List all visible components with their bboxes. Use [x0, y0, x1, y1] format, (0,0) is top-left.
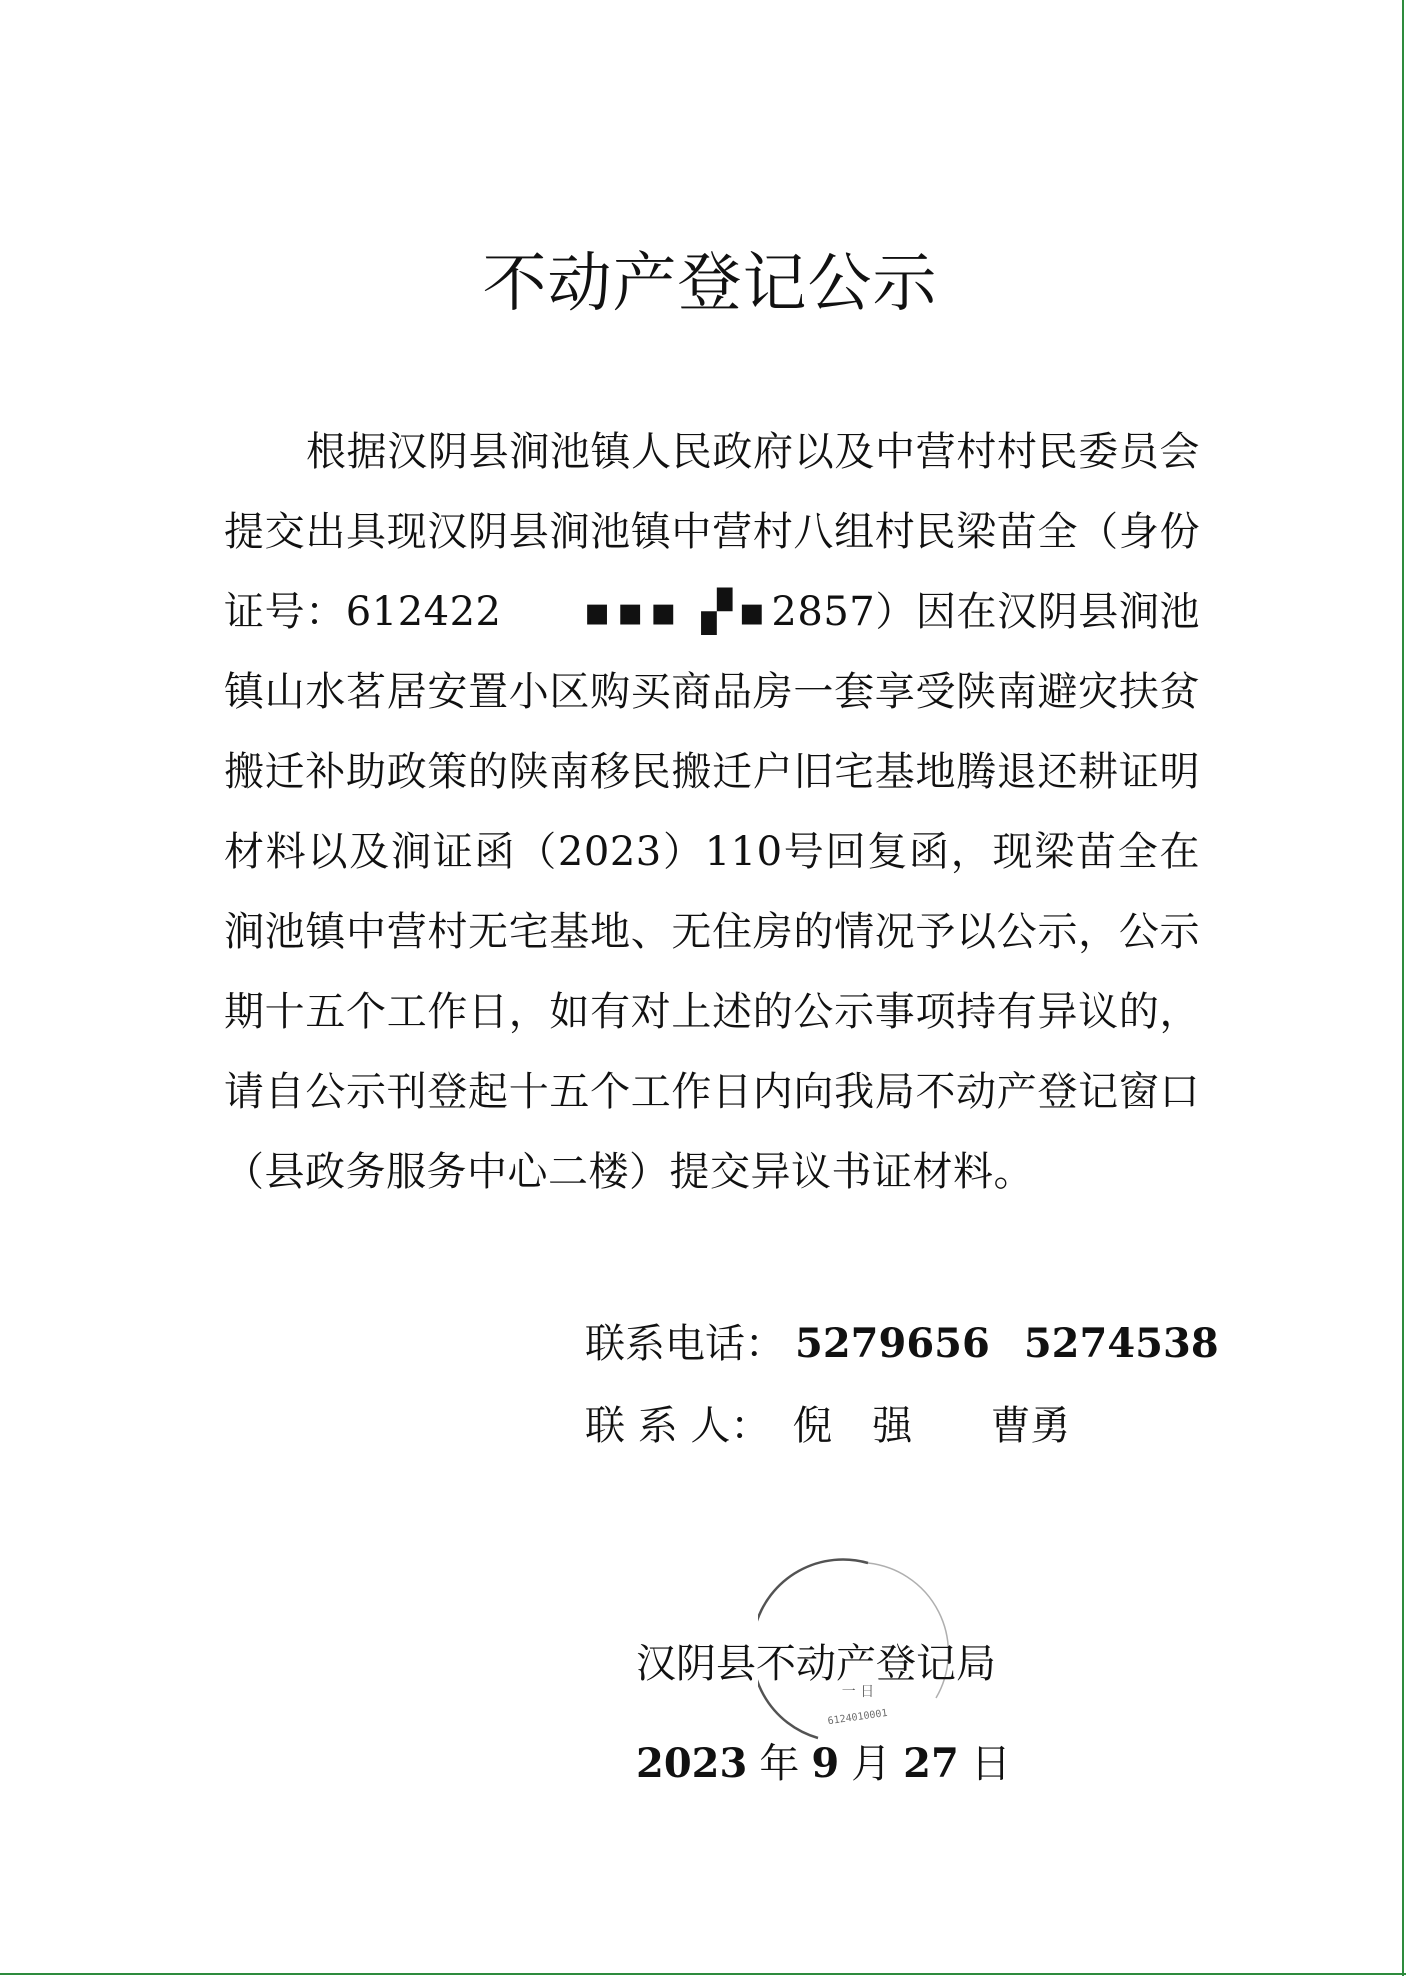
person-row	[585, 1394, 1219, 1476]
phone-row	[585, 1312, 1219, 1394]
contact-block	[585, 1312, 1219, 1476]
date-day: 27	[903, 1740, 959, 1787]
issue-date	[636, 1732, 1023, 1789]
notice-body	[224, 412, 1200, 1212]
date-year: 2023	[636, 1740, 748, 1787]
phone-label: 联系电话：	[585, 1321, 785, 1367]
document-title: 不动产登记公示	[482, 247, 938, 321]
issuer-block	[636, 1632, 1023, 1789]
seal-center-text: 一 日	[841, 1684, 875, 1700]
date-day-unit: 日	[970, 1741, 1011, 1787]
phone-number-2: 5274538	[1023, 1320, 1219, 1367]
seal-code-text: 6124010001	[827, 1707, 889, 1728]
date-month-unit: 月	[851, 1741, 892, 1787]
contact-person-2: 曹勇	[990, 1403, 1071, 1449]
notice-body-part-1: 根据汉阴县涧池镇人民政府以及中营村村民委员会提交出具现汉阴县涧池镇中营村八组村民梁苗全（身份证号：612422	[224, 429, 1200, 635]
page-edge-bottom	[0, 1973, 1406, 1975]
masked-id-digits: ▪▪▪ ▞▪	[583, 589, 772, 635]
date-month: 9	[811, 1740, 840, 1787]
phone-number-1: 5279656	[795, 1320, 990, 1367]
contact-person-1: 倪 强	[792, 1403, 913, 1449]
issuer-name: 汉阴县不动产登记局	[636, 1641, 996, 1687]
date-year-unit: 年	[759, 1741, 800, 1787]
person-label: 联 系 人：	[585, 1403, 771, 1449]
notice-body-part-2: 2857）因在汉阴县涧池镇山水茗居安置小区购买商品房一套享受陕南避灾扶贫搬迁补助政策的陕南移民搬迁户旧宅基地腾退还耕证明材料以及涧证函（2023）110号回复函，现梁苗全在涧池镇中营村无宅基地、无住房的情况予以公示，公示期十五个工作日，如有对上述的公示事项持有异议的，请自公示刊登起十五个工作日内向我局不动产登记窗口（县政务服务中心二楼）提交异议书证材料。	[224, 589, 1201, 1195]
